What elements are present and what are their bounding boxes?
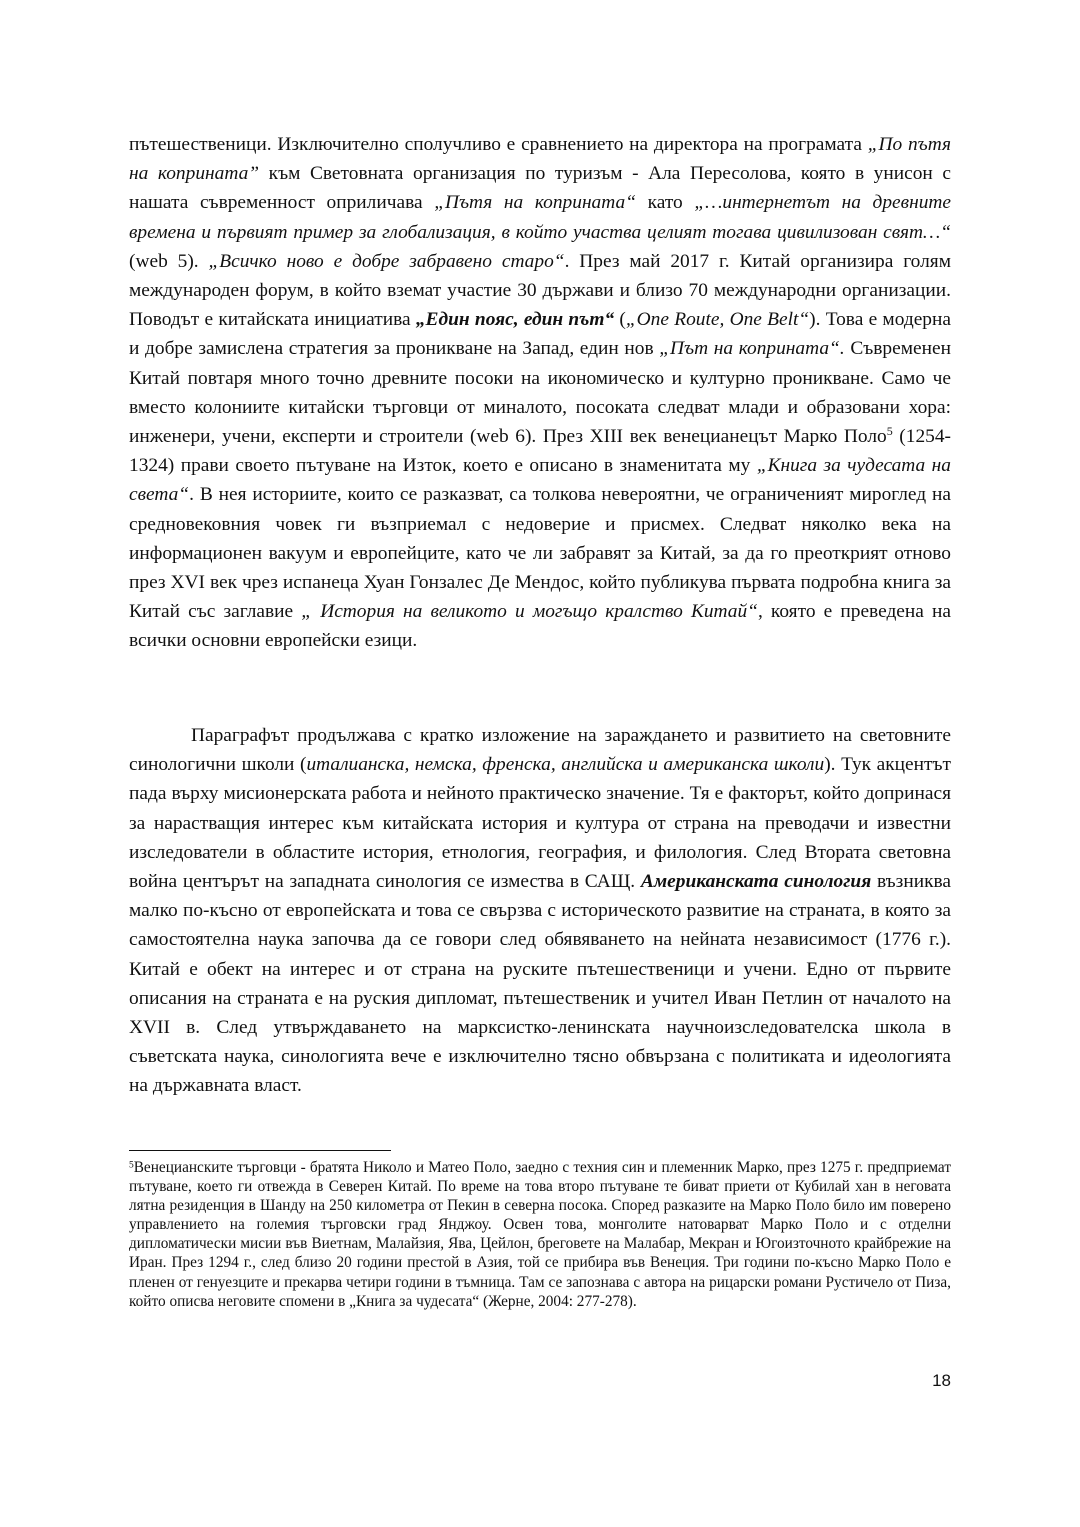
p1-text-1: пътешественици. Изключително сполучливо е сравнението на директора на програмата [129,134,868,155]
body-paragraph-1 [129,130,951,656]
p2-text-1: Параграфът продължава с кратко изложение на зараждането и развитието на световните синологични школи ( [129,725,951,776]
p1-book-title-marvels: „Книга за чудесата на света“ [129,455,951,506]
p1-text-17: (1254-1324) прави своето пътуване на Изток, което е описано в знаменитата му [129,426,951,477]
p2-text-5: възниква малко по-късно от европейската и това се свързва с историческото развитие на страната, в която за самостоятелна наука започва да се говори след обявяването на нейната независимост (1776 г.). Китай е обект на интерес и от страна на руските пътешественици и учени. Едно от първите описания на страната е на руския дипломат, пътешественик и учител Иван Петлин от началото на XVII в. След утвърждаването на марксистко-ленинската научноизследователска школа в съветската наука, синологията вече е изключително тясно обвързана с политиката и идеологията на държавната власт. [129,871,952,1097]
p1-quote-internet: „…интернетът на древните времена и първият пример за глобализация, в който участва целият тогава цивилизован свят…“ [129,192,952,243]
p1-text-21: , която е преведена на всички основни европейски езици. [129,601,952,652]
p1-quote-silk-road: „Пътя на коприната“ [434,192,636,214]
p1-citation-web5: (web 5). [129,250,209,272]
p1-quote-proverb: „Всичко ново е добре забравено старо“ [208,250,565,272]
p2-american-sinology: Американската синология [640,871,872,893]
p2-schools-list: италианска, немска, френска, английска и американска школи [306,754,825,776]
p1-quote-new-silk-road: „Път на коприната“. [659,338,845,360]
p1-text-5: като [635,192,695,214]
p2-text-3: ). Тук акцентът пада върху мисионерската работа и нейното практическо значение. Тя е факторът, който допринася за нарастващия интерес към китайската история и култура от страна на преводачи и известни изследователи в областите история, етнология, география, и филология. След Втората световна война центърът на западната синология се измества в САЩ. [129,754,951,893]
p1-quote-silk-road-program: „По пътя на коприната” [129,134,951,185]
p1-text-3: към Световната организация по туризъм - Ала Пересолова, която в унисон с нашата съвременност оприличава [129,163,952,214]
footnote-separator [129,1150,391,1151]
footnote-reference-5: 5 [886,423,893,438]
p1-initiative-name: „Един пояс, един път“ [415,309,615,331]
p1-text-15: Съвременен Китай повтаря много точно древните посоки на икономическо и културно проникване. Само че вместо колониите китайски търговци от миналото, посоката следват млади и образовани хора: инженери, учени, експерти и строители (web 6). През XIII век венецианецът Марко Поло [129,338,951,448]
p1-text-9: . През май 2017 г. Китай организира голям международен форум, в който вземат участие 30 държави и близо 70 международни организации. Поводът е китайската инициатива [129,250,951,331]
p1-book-title-history-china: „ История на великото и могъщо кралство Китай“ [301,601,758,623]
page-number: 18 [932,1371,951,1390]
body-paragraph-2 [129,721,951,1101]
footnote-marker: 5 [129,1160,134,1171]
p1-text-13: ). Това е модерна и добре замислена стратегия за проникване на Запад, един нов [129,309,951,360]
p1-initiative-english: „One Route, One Belt“ [625,309,810,331]
footnote-5 [129,1158,951,1311]
footnote-text: Венецианските търговци - братята Николо и Матео Поло, заедно с техния син и племенник Марко, през 1275 г. предприемат пътуване, което ги отвежда в Северен Китай. По време на това второ пътуване те биват приети от Кубилай хан в неговата лятна резиденция в Шанду на 250 километра от Пекин в северна посока. Според разказите на Марко Поло било им поверено управлението на големия търговски град Янджоу. Освен това, монголите натоварват Марко Поло и с отделни дипломатически мисии във Виетнам, Малайзия, Ява, Цейлон, бреговете на Малабар, Мекран и Югоизточното крайбрежие на Иран. През 1294 г., след близо 20 години престой в Азия, той се прибира във Венеция. Три години по-късно Марко Поло е пленен от генуезците и прекарва четири години в тъмница. Там се запознава с автора на рицарски романи Рустичело от Пиза, който описва неговите спомени в „Книга за чудесата“ (Жерне, 2004: 277-278). [129,1159,951,1310]
p1-text-11: ( [614,309,626,331]
p1-text-19: . В нея историите, които се разказват, са толкова невероятни, че ограниченият мироглед на средновековния човек ги възприемал с недоверие и присмех. Следват няколко века на информационен вакуум и европейците, като че ли забравят за Китай, за да го преоткрият отново през XVI век чрез испанеца Хуан Гонзалес Де Мендос, който публикува първата подробна книга за Китай със заглавие [129,484,951,623]
